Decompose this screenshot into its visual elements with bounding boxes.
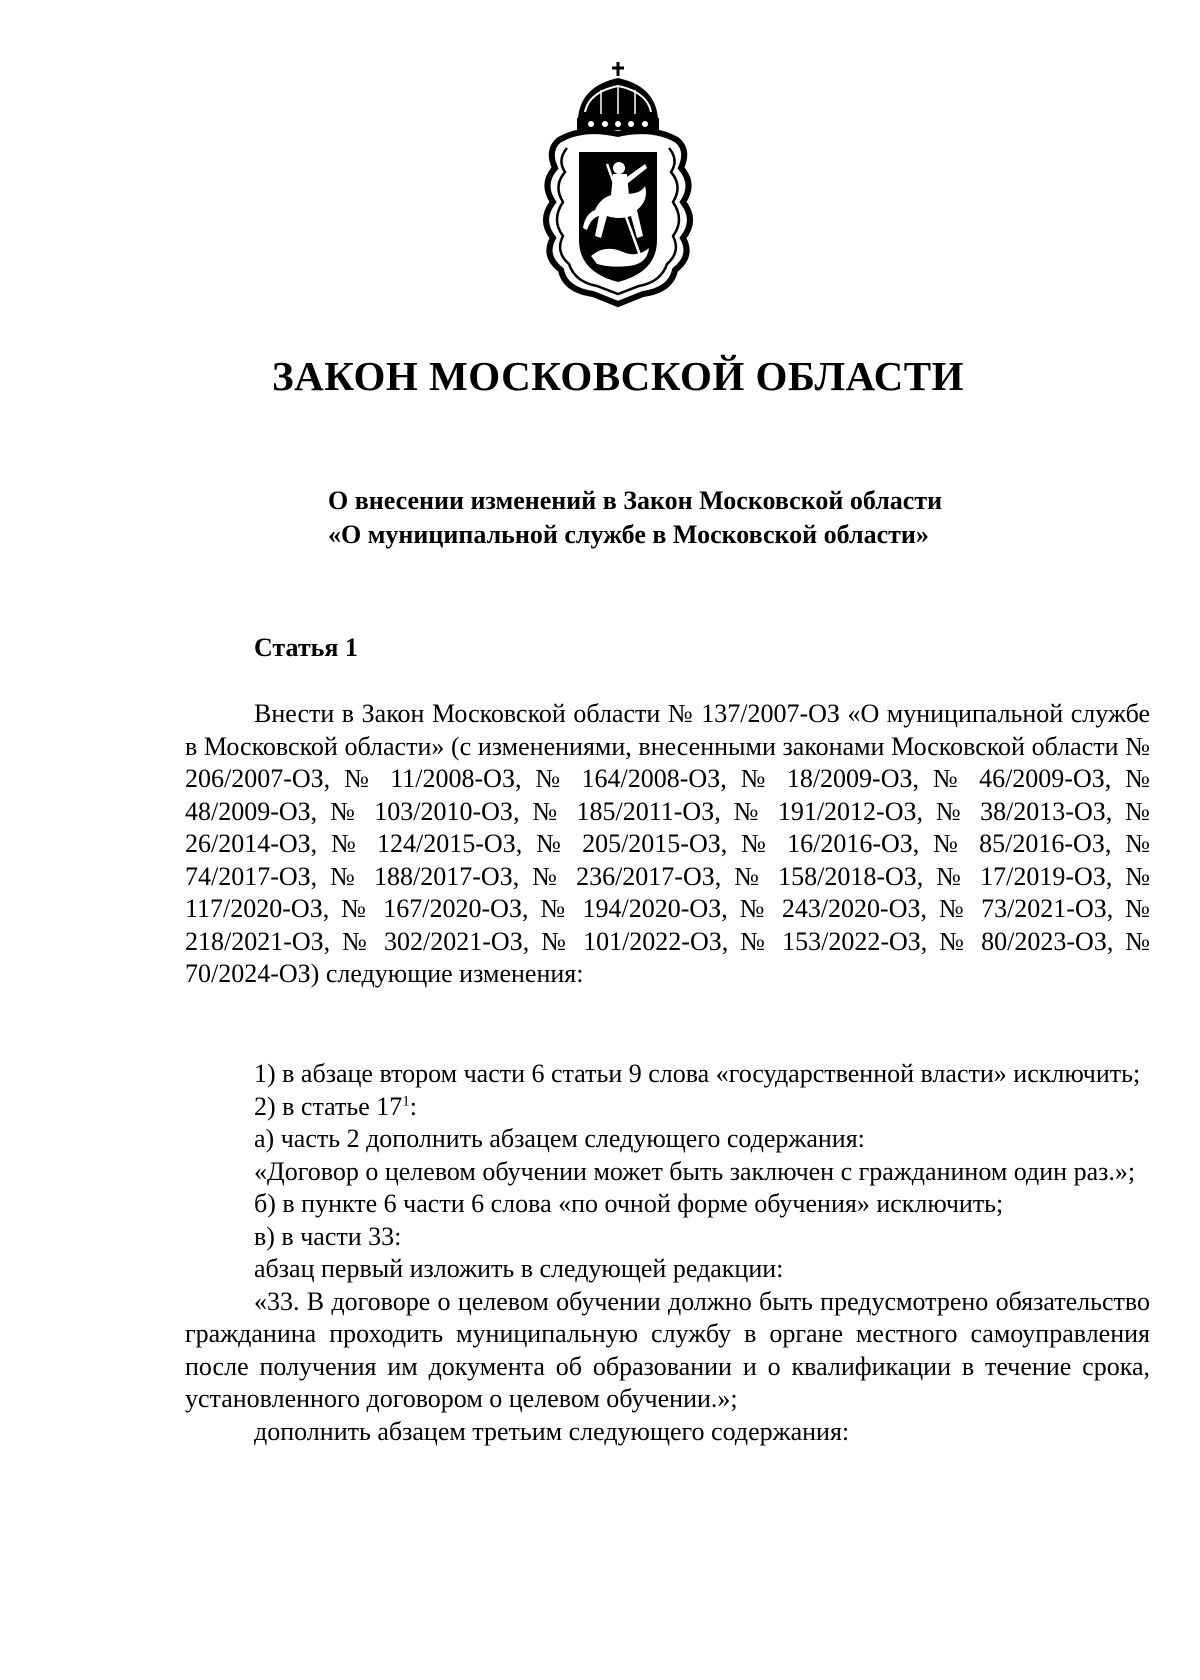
amendment-item-2a: а) часть 2 дополнить абзацем следующего содержания:	[254, 1124, 865, 1153]
amendment-item-2	[185, 1091, 1150, 1124]
amendment-item-2v: в) в части 33:	[254, 1221, 402, 1251]
amendments-list	[185, 1058, 1150, 1448]
article-intro	[185, 698, 1150, 991]
document-title: ЗАКОН МОСКОВСКОЙ ОБЛАСТИ	[272, 353, 964, 399]
amendment-item-2-text: 2) в статье 17	[254, 1091, 403, 1121]
amendment-item-2a-quote: «Договор о целевом обучении может быть заключен с гражданином один раз.»;	[254, 1156, 1136, 1186]
moscow-oblast-coat-of-arms-icon	[533, 60, 703, 310]
amendment-item-2v-paragraph-1: абзац первый изложить в следующей редакции:	[254, 1254, 784, 1283]
subject-line-2: «О муниципальной службе в Московской области»	[328, 520, 929, 549]
amendment-item-2b: б) в пункте 6 части 6 слова «по очной форме обучения» исключить;	[254, 1189, 1004, 1218]
article-intro-paragraph: Внести в Закон Московской области № 137/2007-ОЗ «О муниципальной службе в Московской области» (с изменениями, внесенными законами Московской области № 206/2007-ОЗ, № 11/2008-ОЗ, № 164/2008-ОЗ, № 18/2009-ОЗ, № 46/2009-ОЗ, № 48/2009-ОЗ, № 103/2010-ОЗ, № 185/2011-ОЗ, № 191/2012-ОЗ, № 38/2013-ОЗ, № 26/2014-ОЗ, № 124/2015-ОЗ, № 205/2015-ОЗ, № 16/2016-ОЗ, № 85/2016-ОЗ, № 74/2017-ОЗ, № 188/2017-ОЗ, № 236/2017-ОЗ, № 158/2018-ОЗ, № 17/2019-ОЗ, № 117/2020-ОЗ, № 167/2020-ОЗ, № 194/2020-ОЗ, № 243/2020-ОЗ, № 73/2021-ОЗ, № 218/2021-ОЗ, № 302/2021-ОЗ, № 101/2022-ОЗ, № 153/2022-ОЗ, № 80/2023-ОЗ, № 70/2024-ОЗ) следующие изменения:	[185, 699, 1150, 988]
amendment-item-2v-paragraph-2: дополнить абзацем третьим следующего содержания:	[254, 1416, 850, 1446]
article-heading: Статья 1	[254, 633, 358, 662]
amendment-item-1: 1) в абзаце втором части 6 статьи 9 слова «государственной власти» исключить;	[254, 1059, 1141, 1088]
amendment-item-2-colon: :	[409, 1091, 418, 1121]
subject-line-1: О внесении изменений в Закон Московской области	[328, 486, 943, 515]
amendment-item-2v-quote: «33. В договоре о целевом обучении должно быть предусмотрено обязательство гражданина проходить муниципальную службу в органе местного самоуправления после получения им документа об образовании и о квалификации в течение срока, установленного договором о целевом обучении.»;	[185, 1286, 1150, 1413]
amendment-item-2-superscript: 1	[402, 1092, 410, 1109]
document-subject	[328, 484, 1048, 552]
